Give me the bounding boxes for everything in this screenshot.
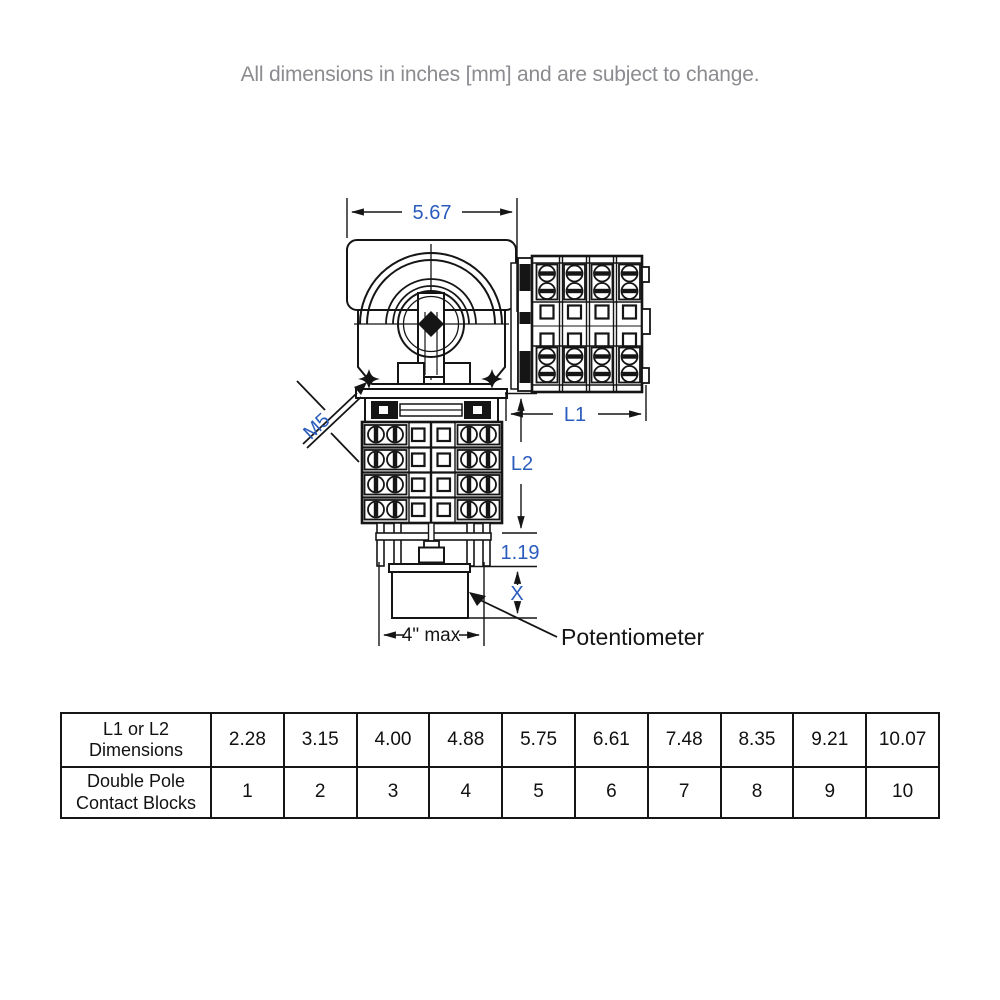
table-cell: 6	[575, 767, 648, 818]
switch-body	[347, 240, 516, 389]
table-cell: 7.48	[648, 713, 721, 767]
dim-label-gap: 1.19	[500, 542, 540, 564]
contact-block-front	[362, 422, 502, 523]
row-header-contact-blocks: Double Pole Contact Blocks	[61, 767, 211, 818]
table-row-contact-blocks	[61, 767, 939, 818]
potentiometer-assembly	[376, 523, 491, 618]
dim-label-pot-width: 4" max	[401, 625, 461, 646]
table-cell: 8.35	[721, 713, 794, 767]
row-header-l1-l2: L1 or L2 Dimensions	[61, 713, 211, 767]
table-cell: 10.07	[866, 713, 939, 767]
dim-label-l1: L1	[563, 404, 587, 426]
pot-body	[392, 572, 468, 618]
dimensions-note: All dimensions in inches [mm] and are subject to change.	[240, 63, 760, 86]
table-cell: 4	[429, 767, 502, 818]
table-cell: 5	[502, 767, 575, 818]
contact-block-side	[511, 256, 650, 392]
table-cell: 8	[721, 767, 794, 818]
dim-label-m5: M5	[299, 409, 335, 445]
table-cell: 6.61	[575, 713, 648, 767]
table-cell: 10	[866, 767, 939, 818]
table-row-l1-l2	[61, 713, 939, 767]
table-cell: 9.21	[793, 713, 866, 767]
table-cell: 4.00	[357, 713, 430, 767]
table-cell: 5.75	[502, 713, 575, 767]
table-cell: 4.88	[429, 713, 502, 767]
table-cell: 7	[648, 767, 721, 818]
dimensions-table	[60, 712, 940, 819]
table-cell: 3.15	[284, 713, 357, 767]
mounting-strips	[356, 389, 507, 422]
potentiometer-label: Potentiometer	[561, 624, 705, 650]
table-cell: 2.28	[211, 713, 284, 767]
table-cell: 3	[357, 767, 430, 818]
table-cell: 1	[211, 767, 284, 818]
dim-label-x: X	[510, 583, 524, 605]
table-cell: 2	[284, 767, 357, 818]
dim-label-overall-width: 5.67	[412, 202, 452, 224]
table-cell: 9	[793, 767, 866, 818]
pot-flange	[389, 564, 470, 572]
dim-label-l2: L2	[510, 453, 534, 475]
